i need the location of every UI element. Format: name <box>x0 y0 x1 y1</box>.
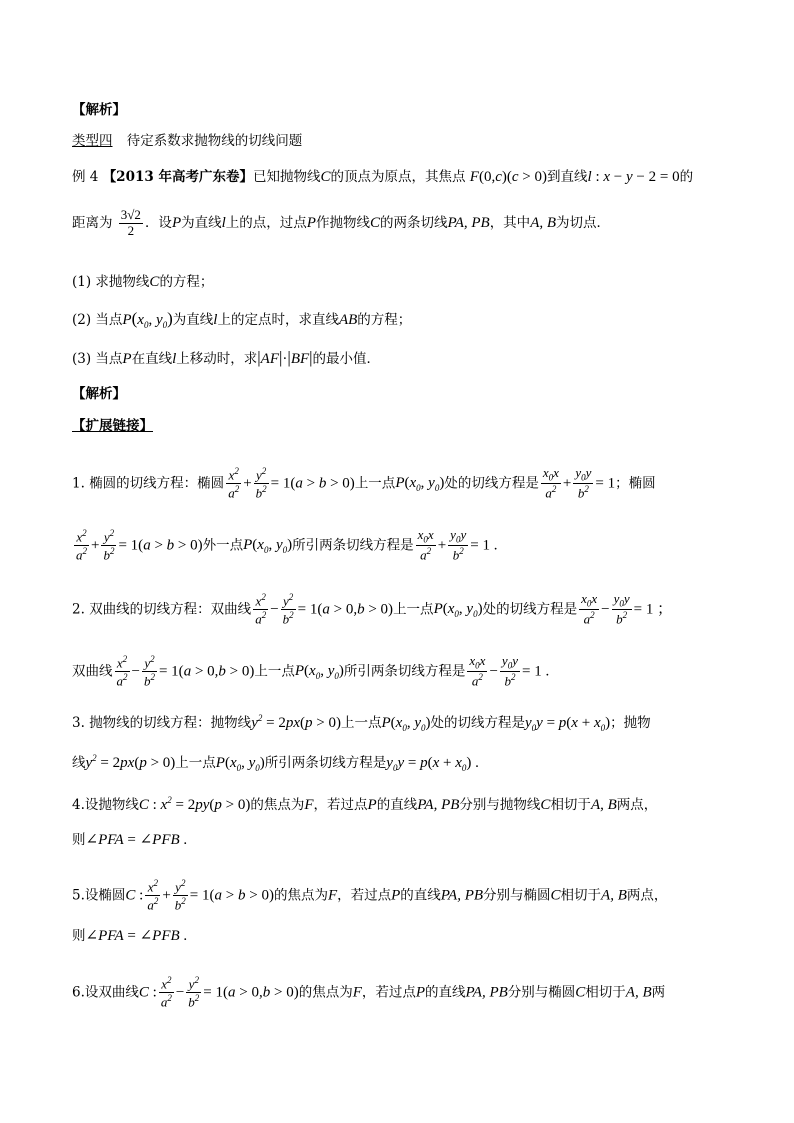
type-title: 待定系数求抛物线的切线问题 <box>126 133 303 149</box>
fraction-3sqrt2-over-2: $\frac{3√2}{2}$ <box>120 207 141 238</box>
item-number: 1. <box>72 475 85 492</box>
analysis-heading: 【解析】 <box>72 102 126 118</box>
text: 当点 <box>95 312 123 328</box>
question-number: (1) <box>72 274 92 290</box>
text: 则 <box>72 832 86 848</box>
text: 两 <box>651 984 666 1001</box>
item2-line2: 双曲线 $\frac{x^2}{a^2}$ − $\frac{y^2}{b^2}$ = 1(a > 0,b > 0)上一点$P(x_0$, $y_0$)所引两条切线方程是 $\frac{x_0x}{a^2}$ − $\frac{y_0y}{b^2}$ = 1 . <box>72 653 550 689</box>
item4-line2: 则∠PFA = ∠PFB . <box>72 832 188 848</box>
text: 的方程； <box>159 274 214 290</box>
text: 为切点． <box>556 214 611 231</box>
text: 求抛物线 <box>95 274 150 290</box>
text: ．设 <box>144 214 172 231</box>
text: 为直线 <box>172 312 214 328</box>
text: 到直线 <box>547 169 588 185</box>
text: ，若过点 <box>361 984 416 1001</box>
item3-line2: 线$y^2 = 2px(p > 0)$上一点$P(x_0$, $y_0$)所引两条切线方程是$y_0y = p(x + x_0)$ . <box>72 753 479 773</box>
text: 上移动时，求 <box>176 351 258 367</box>
text: 分别与椭圆 <box>483 887 551 904</box>
text: 椭圆的切线方程：椭圆 <box>89 475 225 492</box>
text: 上一点 <box>354 475 396 492</box>
text: 的直线 <box>400 887 441 904</box>
text: 上的定点时，求直线 <box>217 312 339 328</box>
text: 相切于 <box>550 797 591 813</box>
item-number: 3. <box>72 715 85 731</box>
text: 相切于 <box>585 984 626 1001</box>
question-3: (3) 当点P在直线l上移动时，求|AF|·|BF|的最小值． <box>72 348 381 367</box>
question-1: (1) 求抛物线C的方程； <box>72 274 214 290</box>
example4-line2: 距离为 $\frac{3√2}{2}$ ．设P为直线l上的点，过点P作抛物线C的两条切线PA, PB，其中A, B为切点． <box>72 207 611 238</box>
text: 的直线 <box>376 797 418 813</box>
item3-line1: 3. 抛物线的切线方程：抛物线$y^2 = 2px(p > 0)$上一点$P(x_0$, $y_0$)处的切线方程是$y_0y = p(x + x_0)$；抛物 <box>72 713 651 733</box>
text: 两点， <box>616 797 658 813</box>
text: 上一点 <box>393 601 434 618</box>
question-number: (3) <box>72 351 92 367</box>
text: 上一点 <box>175 755 216 771</box>
text: 已知抛物线 <box>252 169 321 185</box>
text: 的焦点为 <box>273 887 328 904</box>
text: 抛物线的切线方程：抛物线 <box>89 715 252 731</box>
text: 分别与椭圆 <box>507 984 576 1001</box>
text: 作抛物线 <box>315 214 370 231</box>
text: 为直线 <box>181 214 222 231</box>
text: 外一点 <box>202 537 244 554</box>
text: 的 <box>679 169 694 185</box>
text: 处的切线方程是 <box>430 715 525 731</box>
text: 当点 <box>95 351 123 367</box>
text: 处的切线方程是 <box>482 601 578 618</box>
text: 的最小值． <box>312 351 381 367</box>
example-source: 【2013 年高考广东卷】 <box>102 169 253 185</box>
text: 线 <box>72 755 86 771</box>
text: ，若过点 <box>313 797 368 813</box>
text: 则 <box>72 928 86 944</box>
text: 相切于 <box>560 887 602 904</box>
type-label: 类型四 <box>72 133 113 149</box>
analysis-heading-2: 【解析】 <box>72 386 126 402</box>
text: 两点， <box>626 887 668 904</box>
text: ，其中 <box>489 214 531 231</box>
text: 距离为 <box>72 214 113 231</box>
text: 的焦点为 <box>298 984 353 1001</box>
text: 分别与抛物线 <box>459 797 541 813</box>
text: 的焦点为 <box>250 797 305 813</box>
item5-line2: 则∠PFA = ∠PFB . <box>72 928 188 944</box>
item6-line1: 6.设双曲线C : $\frac{x^2}{a^2}$ − $\frac{y^2}{b^2}$ = 1(a > 0,b > 0)的焦点为F，若过点P的直线PA, PB分别与椭圆C相切于A, B两 <box>72 975 666 1010</box>
item2-line1: 2. 双曲线的切线方程：双曲线 $\frac{x^2}{a^2}$ − $\frac{y^2}{b^2}$ = 1(a > 0,b > 0)上一点$P(x_0$, $y_0$)处的切线方程是 $\frac{x_0x}{a^2}$ − $\frac{y_0y}{b^2}$ = 1 ； <box>72 591 673 627</box>
text: 双曲线的切线方程：双曲线 <box>89 601 252 618</box>
text: 在直线 <box>131 351 173 367</box>
text: 所引两条切线方程是 <box>343 663 466 680</box>
text: 的方程； <box>357 312 412 328</box>
extension-heading: 【扩展链接】 <box>72 418 153 434</box>
text: 6.设双曲线 <box>72 984 139 1001</box>
text: 上一点 <box>340 715 382 731</box>
text: 处的切线方程是 <box>444 475 539 492</box>
text: 上一点 <box>254 663 295 680</box>
text: 上的点，过点 <box>225 214 307 231</box>
item4-line1: 4.设抛物线C : $x^2 = 2py(p > 0)$的焦点为F，若过点P的直线PA, PB分别与抛物线C相切于A, B两点， <box>72 795 658 813</box>
text: 的顶点为原点，其焦点 <box>330 169 466 185</box>
item1-line2: $\frac{x^2}{a^2}$ + $\frac{y^2}{b^2}$ = 1(a > b > 0)外一点$P(x_0$, $y_0$)所引两条切线方程是 $\frac{x_0x}{a^2}$ + $\frac{y_0y}{b^2}$ = 1 . <box>76 527 498 563</box>
question-number: (2) <box>72 312 92 328</box>
type-heading <box>72 135 302 149</box>
example-label: 例 4 <box>72 169 99 185</box>
text: 4.设抛物线 <box>72 797 139 813</box>
text: 所引两条切线方程是 <box>264 755 387 771</box>
item5-line1: 5.设椭圆C : $\frac{x^2}{a^2}$ + $\frac{y^2}{b^2}$ = 1(a > b > 0)的焦点为F，若过点P的直线PA, PB分别与椭圆C相切于A, B两点， <box>72 878 668 913</box>
text: 的直线 <box>425 984 466 1001</box>
question-2: (2) 当点$P(x_0$, $y_0$)为直线l上的定点时，求直线AB的方程； <box>72 309 412 330</box>
item-number: 2. <box>72 601 85 618</box>
text: 5.设椭圆 <box>72 887 126 904</box>
item1-line1: 1. 椭圆的切线方程：椭圆 $\frac{x^2}{a^2}$ + $\frac{y^2}{b^2}$ = 1(a > b > 0)上一点$P(x_0$, $y_0$)处的切线方程是 $\frac{x_0x}{a^2}$ + $\frac{y_0y}{b^2}$ = 1；椭圆 <box>72 465 656 501</box>
example4-line1: 例 4 【2013 年高考广东卷】已知抛物线C的顶点为原点，其焦点 F(0,c)(c > 0)到直线l : x − y − 2 = 0的 <box>72 169 694 185</box>
text: 所引两条切线方程是 <box>292 537 414 554</box>
text: ；椭圆 <box>615 475 656 492</box>
text: 的两条切线 <box>379 214 448 231</box>
text: ；抛物 <box>610 715 651 731</box>
text: ，若过点 <box>337 887 392 904</box>
text: 双曲线 <box>72 663 113 680</box>
